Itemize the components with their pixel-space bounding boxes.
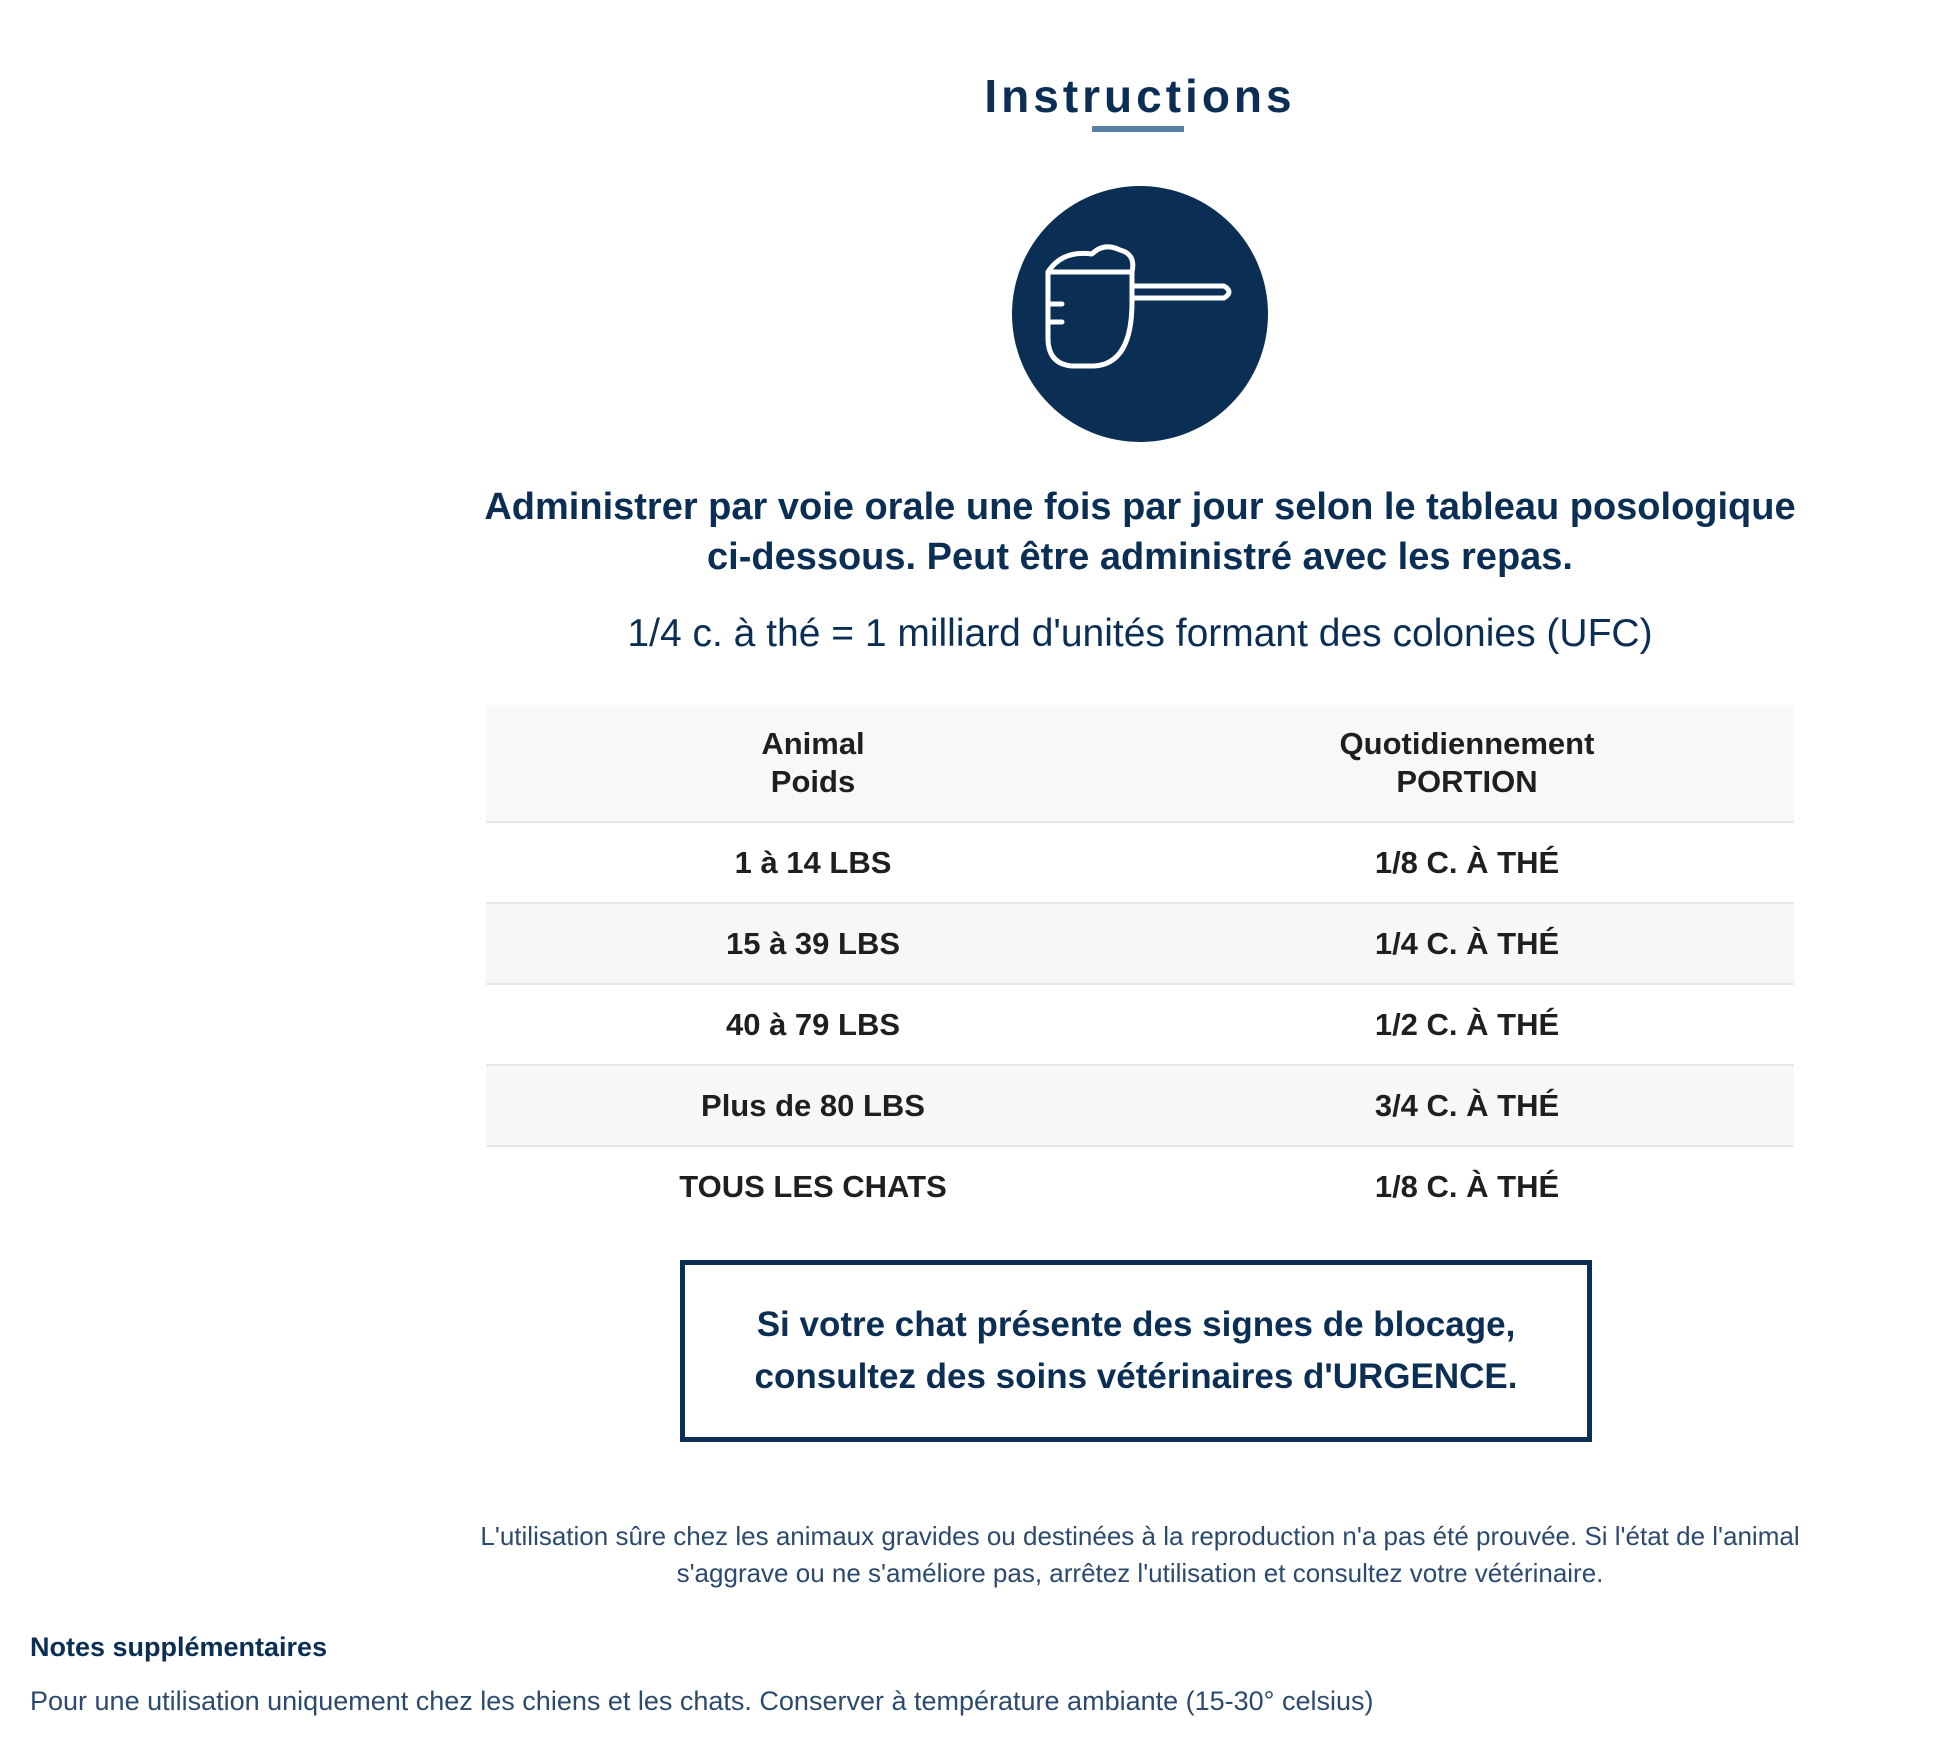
dose-equivalence: 1/4 c. à thé = 1 milliard d'unités formant des colonies (UFC) <box>627 612 1653 655</box>
dosing-table <box>486 705 1794 1226</box>
weight-cell: 15 à 39 LBS <box>486 903 1140 984</box>
safety-disclaimer: L'utilisation sûre chez les animaux gravides ou destinées à la reproduction n'a pas été prouvée. Si l'état de l'animal s'aggrave ou ne s'améliore pas, arrêtez l'utilisation et consultez votre vétérinaire. <box>480 1521 1800 1588</box>
weight-cell: TOUS LES CHATS <box>679 1168 947 1204</box>
weight-cell: 1 à 14 LBS <box>486 822 1140 903</box>
table-row <box>486 822 1794 903</box>
header-line: PORTION <box>1396 764 1538 799</box>
scoop-badge <box>1012 186 1268 442</box>
header-line: Quotidiennement <box>1339 726 1595 761</box>
portion-cell: 1/8 C. À THÉ <box>1374 1168 1560 1204</box>
weight-cell: Plus de 80 LBS <box>486 1065 1140 1146</box>
measuring-scoop-icon <box>1012 186 1268 442</box>
table-row <box>486 903 1794 984</box>
header-daily-portion <box>1140 705 1794 822</box>
table-row <box>486 1146 1794 1226</box>
table-row <box>486 1065 1794 1146</box>
header-line: Animal <box>761 726 865 761</box>
notes-body: Pour une utilisation uniquement chez les chiens et les chats. Conserver à température ambiante (15-30° celsius) <box>30 1686 1374 1716</box>
portion-cell: 1/4 C. À THÉ <box>1140 903 1794 984</box>
notes-heading: Notes supplémentaires <box>30 1632 328 1662</box>
header-line: Poids <box>770 764 856 799</box>
page-title: Instructions <box>984 69 1296 122</box>
portion-cell: 1/2 C. À THÉ <box>1140 984 1794 1065</box>
urgent-warning-text: Si votre chat présente des signes de blocage, consultez des soins vétérinaires d'URGENCE. <box>754 1305 1518 1396</box>
header-animal-weight <box>486 705 1140 822</box>
portion-cell: 3/4 C. À THÉ <box>1140 1065 1794 1146</box>
table-row <box>486 984 1794 1065</box>
weight-cell: 40 à 79 LBS <box>486 984 1140 1065</box>
title-underline <box>1092 126 1184 132</box>
portion-cell: 1/8 C. À THÉ <box>1140 822 1794 903</box>
table-header-row <box>486 705 1794 822</box>
administration-instruction: Administrer par voie orale une fois par jour selon le tableau posologique ci-dessous. Peut être administré avec les repas. <box>484 486 1796 578</box>
urgent-warning-box <box>680 1260 1592 1442</box>
